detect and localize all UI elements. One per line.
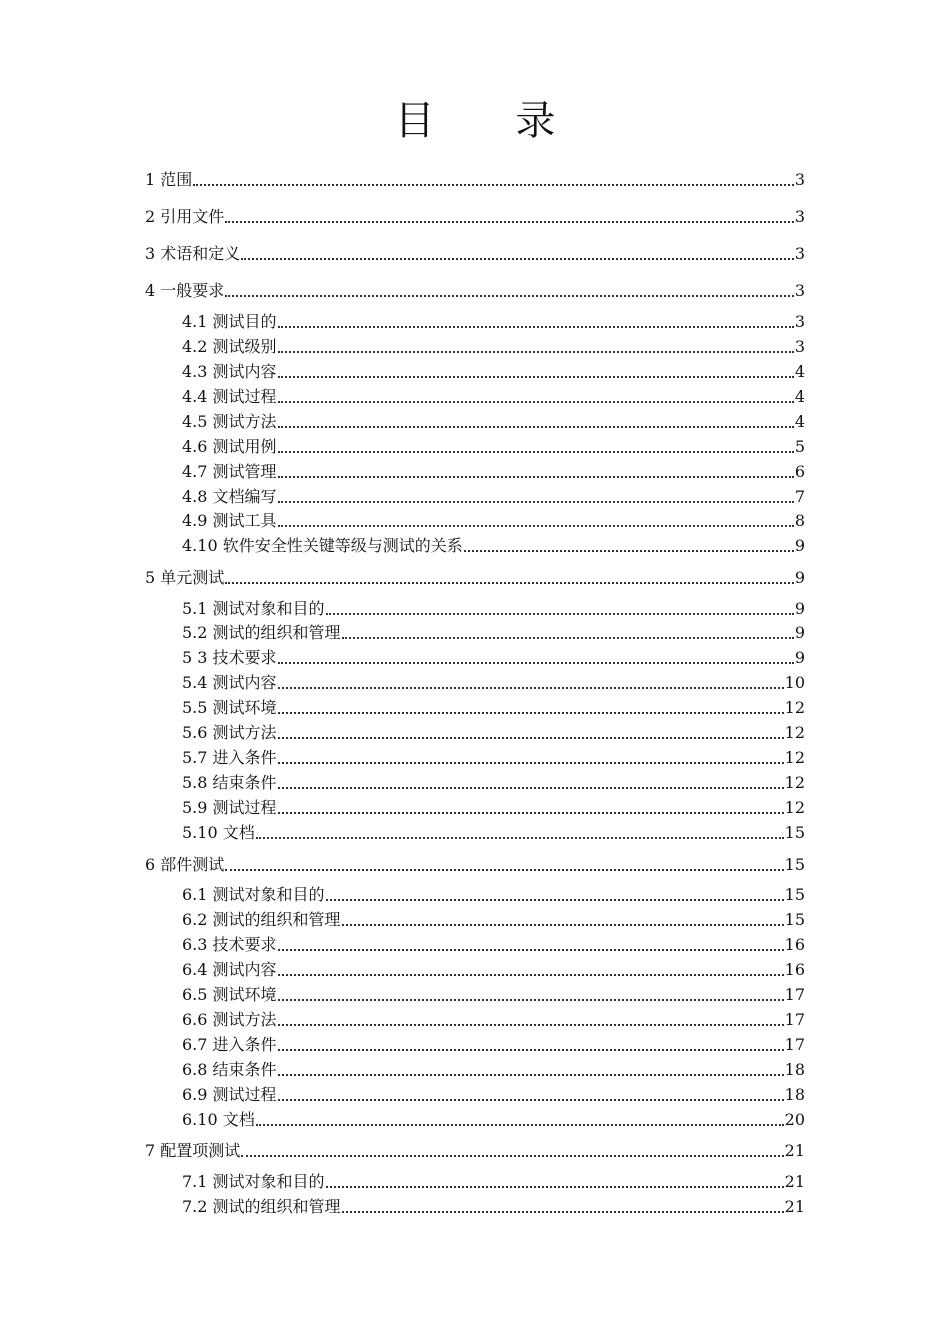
- toc-entry[interactable]: [145, 1138, 805, 1162]
- toc-entry[interactable]: [182, 596, 805, 620]
- toc-entry[interactable]: [182, 695, 805, 719]
- toc-dot-leader: [278, 426, 794, 428]
- toc-entry-page: 7: [794, 487, 805, 506]
- toc-entry[interactable]: [145, 204, 805, 228]
- toc-entry-page: 4: [794, 362, 805, 381]
- toc-dot-leader: [278, 1074, 784, 1076]
- toc-entry[interactable]: [182, 484, 805, 508]
- toc-dot-leader: [278, 351, 794, 353]
- toc-entry-page: 17: [784, 1035, 805, 1054]
- toc-dot-leader: [464, 550, 794, 552]
- toc-entry-label: 6.8 结束条件: [182, 1060, 277, 1079]
- toc-entry-page: 12: [784, 698, 805, 717]
- toc-entry-page: 18: [784, 1060, 805, 1079]
- toc-entry[interactable]: [182, 409, 805, 433]
- toc-entry-page: 4: [794, 412, 805, 431]
- toc-entry-label: 4.10 软件安全性关键等级与测试的关系: [182, 536, 463, 555]
- toc-dot-leader: [278, 712, 784, 714]
- toc-entry-page: 3: [794, 207, 805, 226]
- toc-dot-leader: [278, 1099, 784, 1101]
- toc-entry-label: 5 单元测试: [145, 568, 225, 587]
- toc-entry-page: 17: [784, 1010, 805, 1029]
- toc-dot-leader: [278, 501, 794, 503]
- toc-dot-leader: [342, 637, 794, 639]
- toc-entry-label: 2 引用文件: [145, 207, 225, 226]
- toc-entry[interactable]: [182, 359, 805, 383]
- toc-entry[interactable]: [182, 1082, 805, 1106]
- toc-entry-page: 21: [784, 1141, 805, 1160]
- toc-dot-leader: [278, 737, 784, 739]
- toc-dot-leader: [326, 899, 784, 901]
- toc-entry[interactable]: [182, 1032, 805, 1056]
- toc-entry[interactable]: [182, 720, 805, 744]
- toc-entry-label: 6.5 测试环境: [182, 985, 277, 1004]
- toc-entry-label: 5.5 测试环境: [182, 698, 277, 717]
- toc-entry[interactable]: [182, 770, 805, 794]
- toc-entry-page: 17: [784, 985, 805, 1004]
- toc-dot-leader: [342, 1211, 784, 1213]
- toc-entry-label: 7 配置项测试: [145, 1141, 241, 1160]
- toc-entry-label: 5.1 测试对象和目的: [182, 599, 325, 618]
- toc-entry-page: 12: [784, 773, 805, 792]
- toc-entry-page: 21: [784, 1172, 805, 1191]
- toc-entry-label: 4.7 测试管理: [182, 462, 277, 481]
- toc-entry-page: 9: [794, 648, 805, 667]
- toc-entry-page: 21: [784, 1197, 805, 1216]
- toc-entry[interactable]: [182, 620, 805, 644]
- toc-entry[interactable]: [182, 745, 805, 769]
- toc-entry-label: 6.1 测试对象和目的: [182, 885, 325, 904]
- toc-entry-page: 3: [794, 244, 805, 263]
- toc-entry[interactable]: [182, 645, 805, 669]
- toc-entry-page: 9: [794, 599, 805, 618]
- toc-dot-leader: [193, 184, 794, 186]
- toc-entry-label: 6.4 测试内容: [182, 960, 277, 979]
- toc-entry[interactable]: [182, 508, 805, 532]
- toc-entry-page: 16: [784, 935, 805, 954]
- toc-entry-label: 4.8 文档编写: [182, 487, 277, 506]
- toc-dot-leader: [225, 869, 783, 871]
- toc-entry-page: 4: [794, 387, 805, 406]
- toc-entry-label: 6.7 进入条件: [182, 1035, 277, 1054]
- toc-entry-label: 5.4 测试内容: [182, 673, 277, 692]
- toc-entry[interactable]: [182, 1107, 805, 1131]
- toc-dot-leader: [278, 762, 784, 764]
- toc-dot-leader: [278, 376, 794, 378]
- toc-entry-label: 4.9 测试工具: [182, 511, 277, 530]
- toc-entry-label: 3 术语和定义: [145, 244, 241, 263]
- toc-entry-label: 5 3 技术要求: [182, 648, 277, 667]
- toc-dot-leader: [278, 525, 794, 527]
- toc-entry-label: 4.6 测试用例: [182, 437, 277, 456]
- toc-dot-leader: [278, 949, 784, 951]
- toc-entry[interactable]: [182, 907, 805, 931]
- toc-dot-leader: [278, 787, 784, 789]
- toc-entry-label: 6.3 技术要求: [182, 935, 277, 954]
- toc-entry-label: 6.6 测试方法: [182, 1010, 277, 1029]
- toc-entry[interactable]: [182, 820, 805, 844]
- toc-dot-leader: [256, 1124, 784, 1126]
- toc-entry[interactable]: [182, 882, 805, 906]
- toc-entry[interactable]: [182, 670, 805, 694]
- toc-entry-label: 6.10 文档: [182, 1110, 255, 1129]
- toc-entry-label: 5.7 进入条件: [182, 748, 277, 767]
- toc-dot-leader: [278, 812, 784, 814]
- toc-entry-label: 6.9 测试过程: [182, 1085, 277, 1104]
- toc-entry-label: 6.2 测试的组织和管理: [182, 910, 341, 929]
- toc-entry-page: 8: [794, 511, 805, 530]
- toc-dot-leader: [278, 662, 794, 664]
- toc-entry-label: 7.2 测试的组织和管理: [182, 1197, 341, 1216]
- toc-entry-page: 12: [784, 748, 805, 767]
- toc-entry-page: 15: [784, 823, 805, 842]
- toc-entry-label: 4.5 测试方法: [182, 412, 277, 431]
- toc-entry[interactable]: [182, 334, 805, 358]
- toc-dot-leader: [225, 295, 794, 297]
- toc-entry[interactable]: [182, 459, 805, 483]
- toc-entry-page: 20: [784, 1110, 805, 1129]
- toc-dot-leader: [326, 613, 794, 615]
- toc-entry[interactable]: [182, 1169, 805, 1193]
- toc-entry[interactable]: [145, 167, 805, 191]
- toc-entry-page: 3: [794, 170, 805, 189]
- toc-entry[interactable]: [145, 565, 805, 589]
- toc-dot-leader: [241, 258, 794, 260]
- toc-entry[interactable]: [182, 533, 805, 557]
- toc-entry[interactable]: [182, 1007, 805, 1031]
- toc-entry-page: 15: [784, 910, 805, 929]
- toc-entry-label: 5.2 测试的组织和管理: [182, 623, 341, 642]
- toc-entry-label: 1 范围: [145, 170, 193, 189]
- toc-entry-page: 18: [784, 1085, 805, 1104]
- toc-dot-leader: [278, 999, 784, 1001]
- toc-entry-label: 6 部件测试: [145, 855, 225, 874]
- toc-entry-label: 4.3 测试内容: [182, 362, 277, 381]
- toc-entry-page: 9: [794, 623, 805, 642]
- toc-entry-label: 4.1 测试目的: [182, 312, 277, 331]
- toc-entry[interactable]: [182, 1194, 805, 1218]
- toc-entry-page: 6: [794, 462, 805, 481]
- toc-entry-label: 5.6 测试方法: [182, 723, 277, 742]
- toc-entry-page: 5: [794, 437, 805, 456]
- toc-entry-page: 15: [784, 885, 805, 904]
- toc-entry-page: 12: [784, 723, 805, 742]
- toc-dot-leader: [225, 221, 794, 223]
- toc-entry[interactable]: [182, 795, 805, 819]
- toc-dot-leader: [278, 401, 794, 403]
- toc-entry[interactable]: [182, 957, 805, 981]
- toc-entry[interactable]: [182, 309, 805, 333]
- toc-entry-page: 9: [794, 568, 805, 587]
- toc-entry[interactable]: [145, 852, 805, 876]
- toc-entry[interactable]: [145, 241, 805, 265]
- toc-entry-page: 3: [794, 337, 805, 356]
- toc-dot-leader: [278, 326, 794, 328]
- toc-dot-leader: [278, 687, 784, 689]
- toc-entry-page: 3: [794, 281, 805, 300]
- toc-dot-leader: [342, 924, 784, 926]
- toc-entry-page: 12: [784, 798, 805, 817]
- toc-entry[interactable]: [182, 982, 805, 1006]
- toc-entry-label: 7.1 测试对象和目的: [182, 1172, 325, 1191]
- toc-entry-label: 5.10 文档: [182, 823, 255, 842]
- toc-entry-page: 16: [784, 960, 805, 979]
- toc-dot-leader: [278, 451, 794, 453]
- toc-dot-leader: [278, 1049, 784, 1051]
- toc-dot-leader: [278, 1024, 784, 1026]
- toc-entry[interactable]: [145, 278, 805, 302]
- toc-entry[interactable]: [182, 1057, 805, 1081]
- toc-entry-page: 3: [794, 312, 805, 331]
- toc-entry-page: 9: [794, 536, 805, 555]
- toc-entry-label: 4.4 测试过程: [182, 387, 277, 406]
- toc-entry-label: 4.2 测试级别: [182, 337, 277, 356]
- toc-entry[interactable]: [182, 434, 805, 458]
- toc-entry[interactable]: [182, 384, 805, 408]
- toc-dot-leader: [241, 1155, 783, 1157]
- toc-dot-leader: [256, 837, 784, 839]
- toc-title: 目 录: [394, 98, 590, 144]
- toc-dot-leader: [278, 974, 784, 976]
- toc-entry-label: 4 一般要求: [145, 281, 225, 300]
- toc-entry-page: 10: [784, 673, 805, 692]
- toc-dot-leader: [225, 582, 794, 584]
- toc-dot-leader: [326, 1186, 784, 1188]
- toc-dot-leader: [278, 476, 794, 478]
- toc-entry-page: 15: [784, 855, 805, 874]
- toc-entry-label: 5.9 测试过程: [182, 798, 277, 817]
- toc-entry-label: 5.8 结束条件: [182, 773, 277, 792]
- toc-entry[interactable]: [182, 932, 805, 956]
